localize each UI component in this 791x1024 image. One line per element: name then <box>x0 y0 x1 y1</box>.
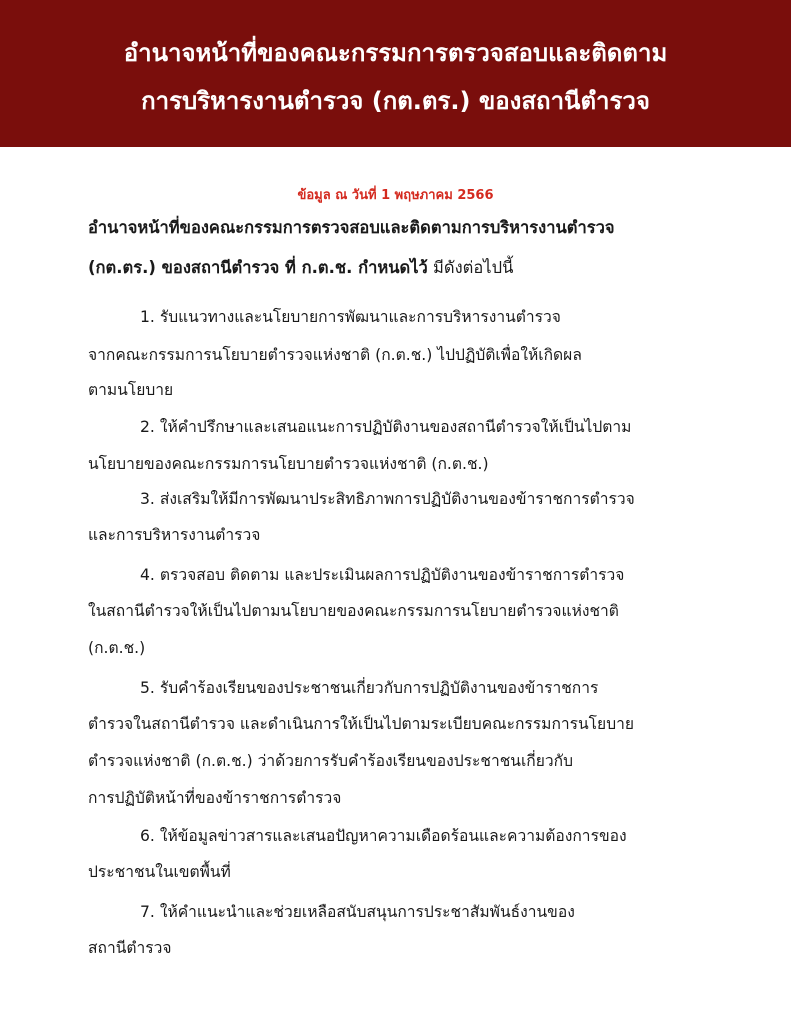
intro-line-1: อำนาจหน้าที่ของคณะกรรมการตรวจสอบและติดตามการบริหารงานตำรวจ <box>88 218 615 237</box>
intro-line-2 <box>88 257 708 279</box>
item-6-line-1: 6. ให้ข้อมูลข่าวสารและเสนอปัญหาความเดือดร้อนและความต้องการของ <box>140 827 627 845</box>
date-note: ข้อมูล ณ วันที่ 1 พฤษภาคม 2566 <box>297 188 494 203</box>
item-7-line-1: 7. ให้คำแนะนำและช่วยเหลือสนับสนุนการประชาสัมพันธ์งานของ <box>140 903 575 921</box>
title-line-1: อำนาจหน้าที่ของคณะกรรมการตรวจสอบและติดตาม <box>123 39 668 67</box>
item-5-line-3: ตำรวจแห่งชาติ (ก.ต.ช.) ว่าด้วยการรับคำร้องเรียนของประชาชนเกี่ยวกับ <box>88 752 573 770</box>
item-3-line-1: 3. ส่งเสริมให้มีการพัฒนาประสิทธิภาพการปฏิบัติงานของข้าราชการตำรวจ <box>140 490 635 508</box>
item-5-line-1: 5. รับคำร้องเรียนของประชาชนเกี่ยวกับการปฏิบัติงานของข้าราชการ <box>140 679 599 697</box>
intro-bold-text: (กต.ตร.) ของสถานีตำรวจ ที่ ก.ต.ช. กำหนดไว้ <box>88 258 428 277</box>
item-1-line-1: 1. รับแนวทางและนโยบายการพัฒนาและการบริหารงานตำรวจ <box>140 308 561 326</box>
item-5-line-2: ตำรวจในสถานีตำรวจ และดำเนินการให้เป็นไปตามระเบียบคณะกรรมการนโยบาย <box>88 715 634 733</box>
item-7-line-2: สถานีตำรวจ <box>88 939 172 957</box>
item-1-line-3: ตามนโยบาย <box>88 381 174 399</box>
item-4-line-3: (ก.ต.ช.) <box>88 639 146 657</box>
item-6-line-2: ประชาชนในเขตพื้นที่ <box>88 863 231 881</box>
item-2-line-2: นโยบายของคณะกรรมการนโยบายตำรวจแห่งชาติ (ก.ต.ช.) <box>88 455 489 473</box>
item-4-line-1: 4. ตรวจสอบ ติดตาม และประเมินผลการปฏิบัติงานของข้าราชการตำรวจ <box>140 566 625 584</box>
item-3-line-2: และการบริหารงานตำรวจ <box>88 526 261 544</box>
title-line-2: การบริหารงานตำรวจ (กต.ตร.) ของสถานีตำรวจ <box>141 87 650 115</box>
item-1-line-2: จากคณะกรรมการนโยบายตำรวจแห่งชาติ (ก.ต.ช.) ไปปฏิบัติเพื่อให้เกิดผล <box>88 346 582 364</box>
title-banner <box>0 0 791 147</box>
item-5-line-4: การปฏิบัติหน้าที่ของข้าราชการตำรวจ <box>88 789 342 807</box>
item-2-line-1: 2. ให้คำปรึกษาและเสนอแนะการปฏิบัติงานของสถานีตำรวจให้เป็นไปตาม <box>140 418 632 436</box>
item-4-line-2: ในสถานีตำรวจให้เป็นไปตามนโยบายของคณะกรรมการนโยบายตำรวจแห่งชาติ <box>88 602 619 620</box>
intro-plain-text: มีดังต่อไปนี้ <box>427 258 514 277</box>
